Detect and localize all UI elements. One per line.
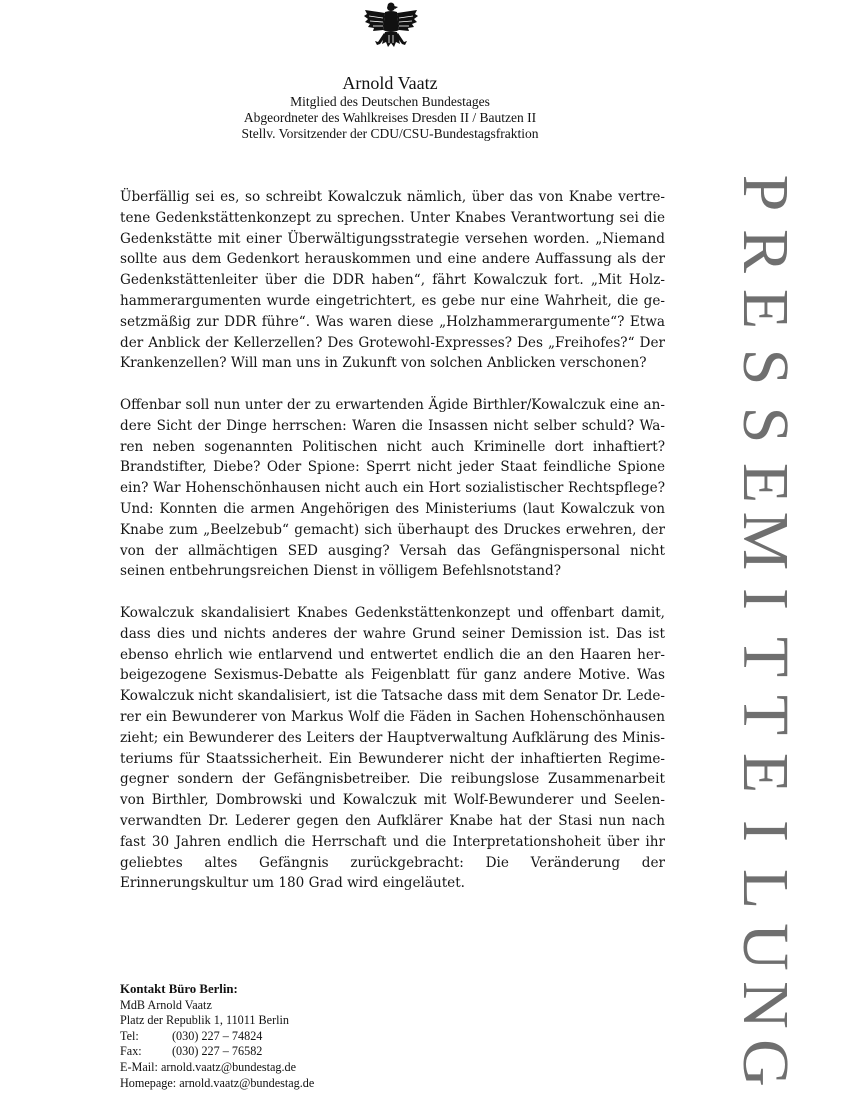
vertical-letter: E — [729, 752, 802, 794]
contact-heading: Kontakt Büro Berlin: — [120, 982, 238, 996]
contact-address: Platz der Republik 1, 11011 Berlin — [120, 1013, 290, 1028]
vertical-letter: T — [729, 636, 802, 678]
contact-fax — [120, 1044, 314, 1060]
fax-number: (030) 227 – 76582 — [172, 1044, 263, 1059]
paragraph: Überfällig sei es, so schreibt Kowalczuk nämlich, über das von Knabe vertretene Gedenkstättenkonzept zu sprechen. Unter Knabes Verantwortung sei die Gedenkstätte mit einer Überwältigungsstrategie versehen worden. „Niemand sollte aus dem Gedenkort herauskommen und eine andere Auffassung als der Gedenkstättenleiter über die DDR haben“, fährt Kowalczuk fort. „Mit Holzhammerargumenten wurde eingetrichtert, es gebe nur eine Wahrheit, die gesetzmäßig zur DDR führe“. Was waren diese „Holzhammerargumente“? Etwa der Anblick der Kellerzellen? Des Grotewohl-Expresses? Des „Freihofes?“ Der Krankenzellen? Will man uns in Zukunft von solchen Anblicken verschonen? — [120, 189, 665, 372]
vertical-letter: E — [729, 288, 802, 330]
vertical-letter: P — [729, 174, 802, 212]
vertical-title-pressemitteilung — [729, 168, 813, 1088]
tel-label: Tel: — [120, 1028, 139, 1043]
letterhead — [180, 72, 600, 142]
contact-name: MdB Arnold Vaatz — [120, 997, 212, 1012]
vertical-letter: U — [729, 923, 802, 971]
sender-role-constituency: Abgeordneter des Wahlkreises Dresden II / Bautzen II — [243, 110, 537, 125]
vertical-letter: I — [729, 820, 802, 842]
fax-label: Fax: — [120, 1044, 142, 1059]
contact-homepage: Homepage: arnold.vaatz@bundestag.de — [120, 1075, 315, 1090]
sender-name: Arnold Vaatz — [342, 73, 438, 93]
sender-role-vice-chair: Stellv. Vorsitzender der CDU/CSU-Bundestagsfraktion — [241, 126, 539, 141]
contact-tel — [120, 1029, 314, 1045]
paragraph: Kowalczuk skandalisiert Knabes Gedenkstättenkonzept und offenbart damit, dass dies und nichts anderes der wahre Grund seiner Demission ist. Das ist ebenso ehrlich wie entlarvend und entwertet endlich die an den Haaren herbeigezogene Sexismus-Debatte als Feigenblatt für ganz andere Motive. Was Kowalczuk nicht skandalisiert, ist die Tatsache dass mit dem Senator Dr. Lederer ein Bewunderer von Markus Wolf die Fäden in Sachen Hohenschönhausen zieht; ein Bewunderer des Leiters der Hauptverwaltung Aufklärung des Ministeriums für Staatssicherheit. Ein Bewunderer nicht der inhaftierten Regimegegner sondern der Gefängnisbetreiber. Die reibungslose Zusammenarbeit von Birthler, Dombrowski und Kowalczuk mit Wolf-Bewunderer und Seelenverwandten Dr. Lederer gegen den Aufklärer Knabe hat der Stasi nun nach fast 30 Jahren endlich die Herrschaft und die Interpretationshoheit über ihr geliebtes altes Gefängnis zurückgebracht: Die Veränderung der Erinnerungskultur um 180 Grad wird eingeläutet. — [120, 604, 665, 892]
vertical-letter: R — [729, 228, 802, 274]
vertical-letter: S — [729, 406, 802, 444]
federal-eagle-icon — [361, 0, 421, 58]
vertical-letter: T — [729, 694, 802, 736]
vertical-letter: M — [729, 511, 802, 571]
contact-email: E-Mail: arnold.vaatz@bundestag.de — [120, 1059, 297, 1074]
tel-number: (030) 227 – 74824 — [172, 1028, 263, 1043]
vertical-letter: N — [729, 981, 802, 1029]
vertical-letter: S — [729, 348, 802, 386]
paragraph: Offenbar soll nun unter der zu erwartenden Ägide Birthler/Kowalczuk eine andere Sicht der Dinge herrschen: Waren die Insassen nicht selber schuld? Waren neben sogenannten Politischen nicht auch Kriminelle dort inhaftiert? Brandstifter, Diebe? Oder Spione: Sperrt nicht jeder Staat feindliche Spione ein? War Hohenschönhausen nicht auch ein Hort sozialistischer Rechtspflege? Und: Konnten die armen Angehörigen des Ministeriums (laut Kowalczuk von Knabe zum „Beelzebub“ gemacht) sich überhaupt des Druckes erwehren, der von der allmächtigen SED ausging? Versah das Gefängnispersonal nicht seinen entbehrungsreichen Dienst in völligem Befehlsnotstand? — [120, 396, 665, 580]
vertical-letter: G — [729, 1039, 802, 1087]
vertical-letter: L — [729, 868, 802, 910]
vertical-letter: E — [729, 462, 802, 504]
sender-role-bundestag: Mitglied des Deutschen Bundestages — [290, 94, 490, 109]
contact-block — [120, 982, 314, 1091]
press-release-body — [120, 187, 665, 915]
vertical-letter: I — [729, 588, 802, 610]
